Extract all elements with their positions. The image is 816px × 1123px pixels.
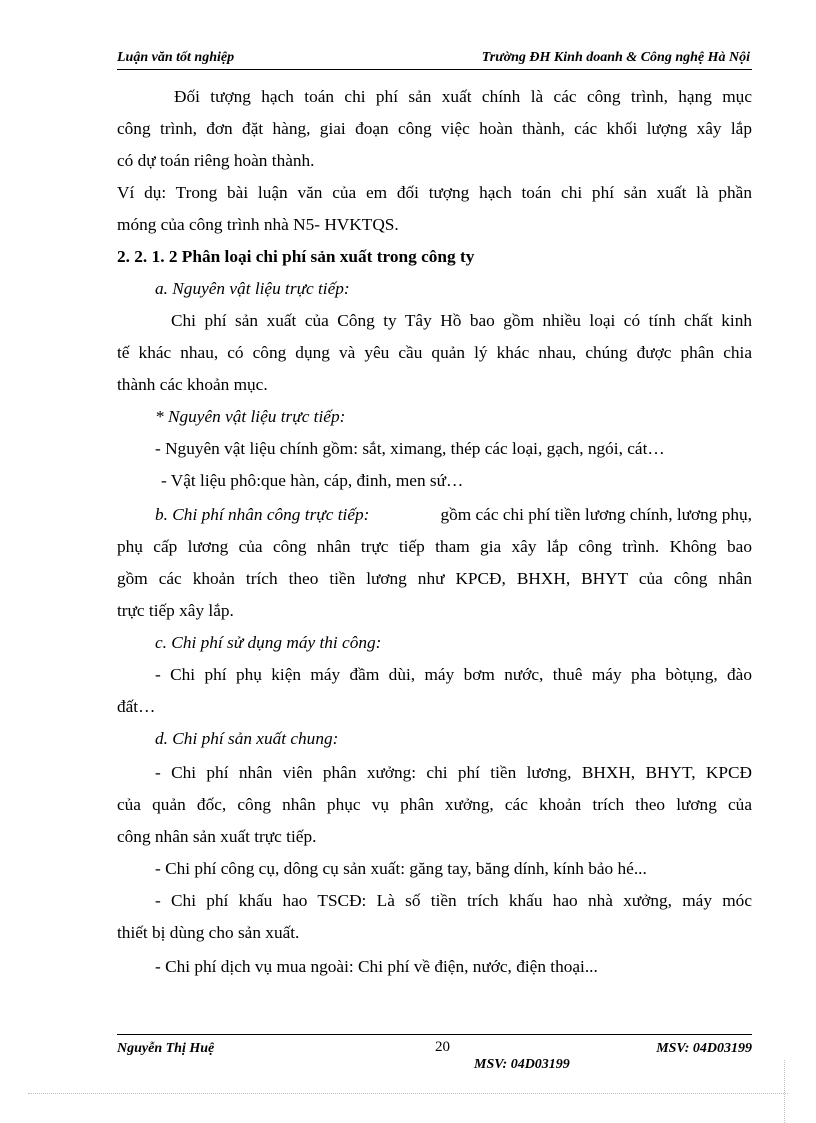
list-item: - Chi phí khấu hao TSCĐ: Là số tiền trích khấu hao nhà xưởng, máy móc (155, 891, 752, 910)
paragraph-text: gồm các chi phí tiền lương chính, lương phụ, (440, 505, 752, 524)
paragraph-line: Ví dụ: Trong bài luận văn của em đối tượng hạch toán chi phí sản xuất là phần (117, 183, 752, 202)
page-footer (117, 1034, 752, 1065)
paragraph-line: trực tiếp xây lắp. (117, 601, 234, 620)
list-item: - Chi phí dịch vụ mua ngoài: Chi phí về điện, nước, điện thoại... (155, 957, 598, 976)
paragraph-line: đất… (117, 697, 156, 716)
page-header (117, 49, 752, 70)
subheading: d. Chi phí sản xuất chung: (155, 729, 339, 748)
paragraph-line: công trình, đơn đặt hàng, giai đoạn công việc hoàn thành, các khối lượng xây lắp (117, 119, 752, 138)
subheading: c. Chi phí sử dụng máy thi công: (155, 633, 382, 652)
list-item: - Chi phí công cụ, dông cụ sản xuất: găng tay, băng dính, kính bảo hé... (155, 859, 647, 878)
header-thesis-label: Luận văn tốt nghiệp (117, 50, 235, 65)
list-item: - Chi phí phụ kiện máy đầm dùi, máy bơm nước, thuê máy pha bòtụng, đào (155, 665, 752, 684)
header-university-label: Trường ĐH Kinh doanh & Công nghệ Hà Nội (481, 50, 750, 65)
paragraph-line: công nhân sản xuất trực tiếp. (117, 827, 317, 846)
paragraph-line: gồm các khoản trích theo tiền lương như KPCĐ, BHXH, BHYT của công nhân (117, 569, 752, 588)
subheading-inline: b. Chi phí nhân công trực tiếp: (155, 505, 370, 524)
list-item: - Chi phí nhân viên phân xưởng: chi phí tiền lương, BHXH, BHYT, KPCĐ (155, 763, 752, 782)
paragraph-line: có dự toán riêng hoàn thành. (117, 151, 315, 170)
paragraph-line: tế khác nhau, có công dụng và yêu cầu quản lý khác nhau, chúng được phân chia (117, 343, 752, 362)
list-item: - Nguyên vật liệu chính gồm: sắt, ximang, thép các loại, gạch, ngói, cát… (155, 439, 665, 458)
paragraph-line: thiết bị dùng cho sản xuất. (117, 923, 300, 942)
subheading: * Nguyên vật liệu trực tiếp: (155, 407, 346, 426)
footer-author: Nguyễn Thị Huệ (117, 1041, 215, 1056)
footer-student-id: MSV: 04D03199 (656, 1041, 752, 1056)
page-edge-divider (784, 1060, 785, 1123)
footer-student-id-repeat: MSV: 04D03199 (474, 1057, 570, 1072)
paragraph-line-mixed (155, 504, 752, 526)
paragraph-line: thành các khoản mục. (117, 375, 268, 394)
subheading: a. Nguyên vật liệu trực tiếp: (155, 279, 350, 298)
paragraph-line: phụ cấp lương của công nhân trực tiếp tham gia xây lắp công trình. Không bao (117, 537, 752, 556)
paragraph-line: Đối tượng hạch toán chi phí sản xuất chính là các công trình, hạng mục (174, 87, 752, 106)
paragraph-line: của quản đốc, công nhân phục vụ phân xưởng, các khoản trích theo lương của (117, 795, 752, 814)
page-number: 20 (435, 1039, 450, 1055)
section-heading: 2. 2. 1. 2 Phân loại chi phí sản xuất trong công ty (117, 247, 475, 266)
paragraph-line: Chi phí sản xuất của Công ty Tây Hồ bao gồm nhiều loại có tính chất kinh (171, 311, 752, 330)
page-edge-divider (28, 1093, 788, 1094)
paragraph-line: móng của công trình nhà N5- HVKTQS. (117, 215, 399, 234)
list-item: - Vật liệu phô:que hàn, cáp, đinh, men sứ… (161, 471, 464, 490)
